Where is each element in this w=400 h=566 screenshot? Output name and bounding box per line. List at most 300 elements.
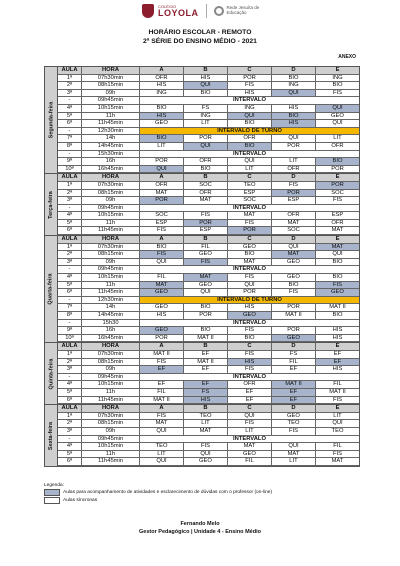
lesson-number: 6ª <box>58 458 82 466</box>
subject-cell: MAT II <box>140 351 184 359</box>
column-header: E <box>316 174 359 182</box>
lesson-time: 15h30 <box>82 320 140 328</box>
lesson-time: 09h45min <box>82 374 140 382</box>
column-header: D <box>272 174 316 182</box>
subject-cell: LIT <box>184 420 228 428</box>
schedule-table <box>44 66 360 467</box>
column-header: D <box>272 67 316 75</box>
turn-interval-label: INTERVALO DE TURNO <box>140 128 359 136</box>
lesson-number: 5ª <box>58 113 82 121</box>
table-row <box>58 244 359 252</box>
day-name: Segunda-feira <box>48 101 54 139</box>
subject-cell: POR <box>228 227 272 235</box>
subject-cell: FIS <box>228 420 272 428</box>
lesson-time: 10h15min <box>82 212 140 220</box>
lesson-number: 7ª <box>58 304 82 312</box>
subject-cell: ESP <box>184 227 228 235</box>
subject-cell: BIO <box>140 105 184 113</box>
header-row <box>58 343 359 351</box>
table-row <box>58 120 359 128</box>
subject-cell: LIT <box>316 413 359 421</box>
network-logo <box>214 6 267 16</box>
lesson-number: 6ª <box>58 397 82 405</box>
subject-cell: GEO <box>272 259 316 267</box>
subject-cell: MAT II <box>184 359 228 367</box>
lesson-number: 4ª <box>58 105 82 113</box>
subject-cell: QUÍ <box>272 443 316 451</box>
day-block <box>44 173 360 235</box>
subject-cell: HIS <box>316 335 359 343</box>
interval-label: INTERVALO <box>140 97 359 105</box>
subject-cell: GEO <box>184 282 228 290</box>
lesson-time: 14h <box>82 135 140 143</box>
lesson-time: 09h <box>82 259 140 267</box>
column-header: A <box>140 343 184 351</box>
lesson-number: 5ª <box>58 282 82 290</box>
table-row <box>58 259 359 267</box>
subject-cell: OFR <box>140 75 184 83</box>
lesson-time: 08h15min <box>82 420 140 428</box>
signature-role: Gestor Pedagógico | Unidade 4 - Ensino Médio <box>139 529 261 535</box>
lesson-number: 1ª <box>58 351 82 359</box>
table-row <box>58 366 359 374</box>
subject-cell: QUÍ <box>316 105 359 113</box>
subject-cell: POR <box>184 312 228 320</box>
column-header: HORA <box>82 236 140 244</box>
lesson-time: 14h <box>82 304 140 312</box>
subject-cell: HIS <box>272 120 316 128</box>
lesson-number: 10ª <box>58 166 82 174</box>
subject-cell: LIT <box>272 458 316 466</box>
column-header: E <box>316 343 359 351</box>
subject-cell: OFR <box>272 212 316 220</box>
column-header: AULA <box>58 174 82 182</box>
day-label <box>45 236 58 342</box>
subject-cell: EF <box>184 351 228 359</box>
subject-cell: ING <box>316 75 359 83</box>
table-row <box>58 75 359 83</box>
column-header: D <box>272 405 316 413</box>
subject-cell: BIO <box>272 113 316 121</box>
subject-cell: MAT <box>184 274 228 282</box>
subject-cell: ING <box>140 90 184 98</box>
interval-row <box>58 205 359 213</box>
table-row <box>58 428 359 436</box>
subject-cell: BIO <box>140 135 184 143</box>
table-row <box>58 220 359 228</box>
subject-cell: GEO <box>228 244 272 252</box>
subject-cell: GEO <box>140 120 184 128</box>
subject-cell: SOC <box>316 190 359 198</box>
lesson-number: 6ª <box>58 120 82 128</box>
header-row <box>58 405 359 413</box>
column-header: A <box>140 405 184 413</box>
interval-label: INTERVALO <box>140 266 359 274</box>
subject-cell: FIS <box>140 251 184 259</box>
subject-cell: MAT <box>228 212 272 220</box>
subject-cell: MAT <box>316 244 359 252</box>
subject-cell: TEO <box>228 182 272 190</box>
lesson-number: - <box>58 128 82 136</box>
lesson-time: 16h45min <box>82 335 140 343</box>
subject-cell: HIS <box>316 327 359 335</box>
subject-cell: GEO <box>140 304 184 312</box>
subject-cell: HIS <box>228 90 272 98</box>
lesson-number: 4ª <box>58 274 82 282</box>
column-header: HORA <box>82 67 140 75</box>
lesson-time: 07h30min <box>82 244 140 252</box>
subject-cell: BIO <box>184 166 228 174</box>
subject-cell: HIS <box>140 312 184 320</box>
day-label <box>45 174 58 235</box>
subject-cell: ESP <box>272 197 316 205</box>
lesson-number: - <box>58 266 82 274</box>
subject-cell: FIS <box>184 212 228 220</box>
subject-cell: FIS <box>140 413 184 421</box>
subject-cell: MAT <box>272 220 316 228</box>
lesson-number: 2ª <box>58 359 82 367</box>
subject-cell: FIS <box>316 197 359 205</box>
table-row <box>58 143 359 151</box>
subject-cell: FIS <box>228 351 272 359</box>
lesson-number: 3ª <box>58 90 82 98</box>
lesson-time: 07h30min <box>82 413 140 421</box>
lesson-time: 11h45min <box>82 227 140 235</box>
subject-cell: BIO <box>228 335 272 343</box>
subject-cell: QUÍ <box>140 259 184 267</box>
column-header: E <box>316 405 359 413</box>
day-label <box>45 343 58 404</box>
lesson-time: 08h15min <box>82 82 140 90</box>
lesson-time: 16h <box>82 327 140 335</box>
column-header: C <box>228 343 272 351</box>
school-crest-icon <box>142 4 154 18</box>
lesson-time: 09h45min <box>82 436 140 444</box>
day-name: Terça-feira <box>48 190 54 219</box>
table-row <box>58 182 359 190</box>
column-header: C <box>228 67 272 75</box>
day-name: Quarta-feira <box>48 273 54 305</box>
subject-cell: GEO <box>184 458 228 466</box>
subject-cell: MAT II <box>272 381 316 389</box>
subject-cell: QUÍ <box>316 251 359 259</box>
turn-interval-row <box>58 128 359 136</box>
table-row <box>58 458 359 466</box>
subject-cell: QUÍ <box>184 143 228 151</box>
lesson-number: - <box>58 374 82 382</box>
lesson-number: 2ª <box>58 82 82 90</box>
column-header: E <box>316 67 359 75</box>
table-row <box>58 113 359 121</box>
table-row <box>58 105 359 113</box>
lesson-time: 11h <box>82 113 140 121</box>
subject-cell: MAT <box>228 259 272 267</box>
subject-cell: HIS <box>228 304 272 312</box>
subject-cell: QUÍ <box>228 113 272 121</box>
table-row <box>58 274 359 282</box>
subject-cell: GEO <box>228 451 272 459</box>
title-line-2: 2ª SÉRIE DO ENSINO MÉDIO - 2021 <box>143 38 257 45</box>
subject-cell: FIS <box>272 289 316 297</box>
subject-cell: MAT II <box>316 304 359 312</box>
day-grid <box>58 67 359 173</box>
anexo-label: ANEXO <box>338 54 356 60</box>
subject-cell: FIL <box>184 244 228 252</box>
day-grid <box>58 343 359 404</box>
column-header: E <box>316 236 359 244</box>
day-grid <box>58 236 359 342</box>
subject-cell: MAT <box>184 428 228 436</box>
interval-label: INTERVALO <box>140 436 359 444</box>
subject-cell: TEO <box>272 420 316 428</box>
subject-cell: FIL <box>140 274 184 282</box>
lesson-number: 1ª <box>58 413 82 421</box>
subject-cell: LIT <box>228 166 272 174</box>
column-header: A <box>140 174 184 182</box>
subject-cell: QUÍ <box>272 90 316 98</box>
subject-cell: LIT <box>272 158 316 166</box>
subject-cell: GEO <box>316 113 359 121</box>
subject-cell: QUÍ <box>140 428 184 436</box>
subject-cell: BIO <box>184 327 228 335</box>
subject-cell: FIS <box>184 259 228 267</box>
header-row <box>58 67 359 75</box>
subject-cell: SOC <box>184 182 228 190</box>
turn-interval-label: INTERVALO DE TURNO <box>140 297 359 305</box>
table-row <box>58 90 359 98</box>
table-row <box>58 327 359 335</box>
subject-cell: MAT <box>272 251 316 259</box>
subject-cell: OFR <box>316 220 359 228</box>
lesson-number: 5ª <box>58 451 82 459</box>
column-header: AULA <box>58 67 82 75</box>
subject-cell: HIS <box>184 75 228 83</box>
lesson-number: 3ª <box>58 259 82 267</box>
subject-cell: QUÍ <box>184 289 228 297</box>
subject-cell: MAT <box>140 282 184 290</box>
header-row <box>58 174 359 182</box>
subject-cell: FS <box>184 105 228 113</box>
subject-cell: ESP <box>140 220 184 228</box>
subject-cell: QUÍ <box>272 244 316 252</box>
subject-cell: EF <box>272 366 316 374</box>
lesson-number: 10ª <box>58 335 82 343</box>
lesson-number: 8ª <box>58 312 82 320</box>
lesson-time: 08h15min <box>82 190 140 198</box>
table-row <box>58 212 359 220</box>
subject-cell: FIS <box>228 220 272 228</box>
subject-cell: EF <box>140 366 184 374</box>
subject-cell: LIT <box>184 120 228 128</box>
day-grid <box>58 405 359 466</box>
network-name: Rede Jesuíta de Educação <box>226 5 260 15</box>
lesson-time: 16h45min <box>82 166 140 174</box>
subject-cell: QUÍ <box>184 451 228 459</box>
subject-cell: FIL <box>228 458 272 466</box>
lesson-time: 07h30min <box>82 182 140 190</box>
lesson-time: 15h30min <box>82 151 140 159</box>
subject-cell: QUÍ <box>184 82 228 90</box>
subject-cell: LIT <box>140 451 184 459</box>
lesson-time: 12h30min <box>82 128 140 136</box>
subject-cell: POR <box>184 135 228 143</box>
subject-cell: ING <box>184 113 228 121</box>
lesson-number: - <box>58 320 82 328</box>
table-row <box>58 351 359 359</box>
subject-cell: ESP <box>316 212 359 220</box>
subject-cell: BIO <box>316 158 359 166</box>
logo-divider <box>206 4 207 18</box>
subject-cell: OFR <box>228 135 272 143</box>
lesson-number: 1ª <box>58 75 82 83</box>
subject-cell: POR <box>228 75 272 83</box>
subject-cell: MAT <box>272 451 316 459</box>
lesson-number: 2ª <box>58 190 82 198</box>
day-block <box>44 342 360 404</box>
lesson-time: 10h15min <box>82 443 140 451</box>
subject-cell: QUÍ <box>272 135 316 143</box>
subject-cell: TEO <box>184 413 228 421</box>
lesson-number: 3ª <box>58 197 82 205</box>
subject-cell: BIO <box>228 120 272 128</box>
subject-cell: POR <box>316 166 359 174</box>
column-header: AULA <box>58 405 82 413</box>
subject-cell: BIO <box>272 282 316 290</box>
lesson-number: 3ª <box>58 366 82 374</box>
subject-cell: POR <box>140 197 184 205</box>
lesson-time: 14h45min <box>82 143 140 151</box>
table-row <box>58 166 359 174</box>
subject-cell: POR <box>316 182 359 190</box>
lesson-time: 09h <box>82 90 140 98</box>
table-row <box>58 420 359 428</box>
logo-big-text: LOYOLA <box>158 7 199 18</box>
subject-cell: OFR <box>140 182 184 190</box>
subject-cell: BIO <box>316 274 359 282</box>
column-header: C <box>228 236 272 244</box>
lesson-time: 11h <box>82 451 140 459</box>
interval-row <box>58 436 359 444</box>
page-title <box>0 28 400 46</box>
subject-cell: QUÍ <box>228 413 272 421</box>
subject-cell: EF <box>272 397 316 405</box>
day-label <box>45 405 58 466</box>
subject-cell: FIS <box>140 227 184 235</box>
legend-title: Legenda: <box>44 483 65 488</box>
lesson-number: 4ª <box>58 212 82 220</box>
subject-cell: SOC <box>272 227 316 235</box>
column-header: B <box>184 343 228 351</box>
column-header: B <box>184 67 228 75</box>
column-header: D <box>272 236 316 244</box>
subject-cell: GEO <box>272 335 316 343</box>
table-row <box>58 359 359 367</box>
column-header: HORA <box>82 343 140 351</box>
subject-cell: FIS <box>140 359 184 367</box>
subject-cell: BIO <box>316 312 359 320</box>
lesson-number: - <box>58 297 82 305</box>
lesson-number: 2ª <box>58 251 82 259</box>
logo-small-text: COLÉGIO <box>158 3 177 9</box>
subject-cell: LIT <box>316 135 359 143</box>
lesson-number: - <box>58 205 82 213</box>
subject-cell: OFR <box>228 381 272 389</box>
subject-cell: QUÍ <box>316 120 359 128</box>
subject-cell: EF <box>184 366 228 374</box>
legend-label-sync: Aulas síncronas <box>63 498 98 503</box>
lesson-time: 11h45min <box>82 289 140 297</box>
lesson-time: 11h <box>82 389 140 397</box>
lesson-number: 1ª <box>58 182 82 190</box>
lesson-time: 09h <box>82 428 140 436</box>
subject-cell: MAT <box>140 420 184 428</box>
subject-cell: GEO <box>228 312 272 320</box>
subject-cell: GEO <box>140 327 184 335</box>
interval-row <box>58 151 359 159</box>
lesson-number: - <box>58 151 82 159</box>
table-row <box>58 304 359 312</box>
title-line-1: HORÁRIO ESCOLAR - REMOTO <box>148 29 252 36</box>
subject-cell: MAT II <box>140 397 184 405</box>
signature-name: Fernando Melo <box>180 521 220 527</box>
lesson-number: 8ª <box>58 143 82 151</box>
subject-cell: GEO <box>316 289 359 297</box>
column-header: AULA <box>58 343 82 351</box>
subject-cell: MAT II <box>272 312 316 320</box>
column-header: AULA <box>58 236 82 244</box>
table-row <box>58 82 359 90</box>
table-row <box>58 443 359 451</box>
lesson-time: 08h15min <box>82 359 140 367</box>
lesson-time: 08h15min <box>82 251 140 259</box>
subject-cell: FIL <box>272 359 316 367</box>
table-row <box>58 451 359 459</box>
lesson-time: 12h30min <box>82 297 140 305</box>
subject-cell: FIS <box>316 397 359 405</box>
lesson-number: 3ª <box>58 428 82 436</box>
interval-label: INTERVALO <box>140 151 359 159</box>
subject-cell: HIS <box>316 366 359 374</box>
lesson-number: 4ª <box>58 443 82 451</box>
subject-cell: MAT <box>140 190 184 198</box>
interval-row <box>58 320 359 328</box>
subject-cell: LIT <box>140 143 184 151</box>
legend-swatch-online <box>44 489 60 496</box>
table-row <box>58 227 359 235</box>
lesson-time: 09h45min <box>82 266 140 274</box>
day-name: Sexta-feira <box>48 421 55 450</box>
legend-item-online <box>44 489 272 496</box>
subject-cell: BIO <box>272 75 316 83</box>
subject-cell: ING <box>228 105 272 113</box>
table-row <box>58 197 359 205</box>
subject-cell: FIS <box>316 90 359 98</box>
lesson-number: 5ª <box>58 220 82 228</box>
column-header: C <box>228 174 272 182</box>
subject-cell: MAT <box>228 443 272 451</box>
day-grid <box>58 174 359 235</box>
subject-cell: QUÍ <box>140 458 184 466</box>
table-row <box>58 289 359 297</box>
subject-cell: FIS <box>272 182 316 190</box>
subject-cell: OFR <box>272 166 316 174</box>
subject-cell: FIL <box>316 443 359 451</box>
subject-cell: BIO <box>184 304 228 312</box>
column-header: A <box>140 236 184 244</box>
interval-label: INTERVALO <box>140 374 359 382</box>
lesson-time: 09h45min <box>82 97 140 105</box>
table-row <box>58 158 359 166</box>
